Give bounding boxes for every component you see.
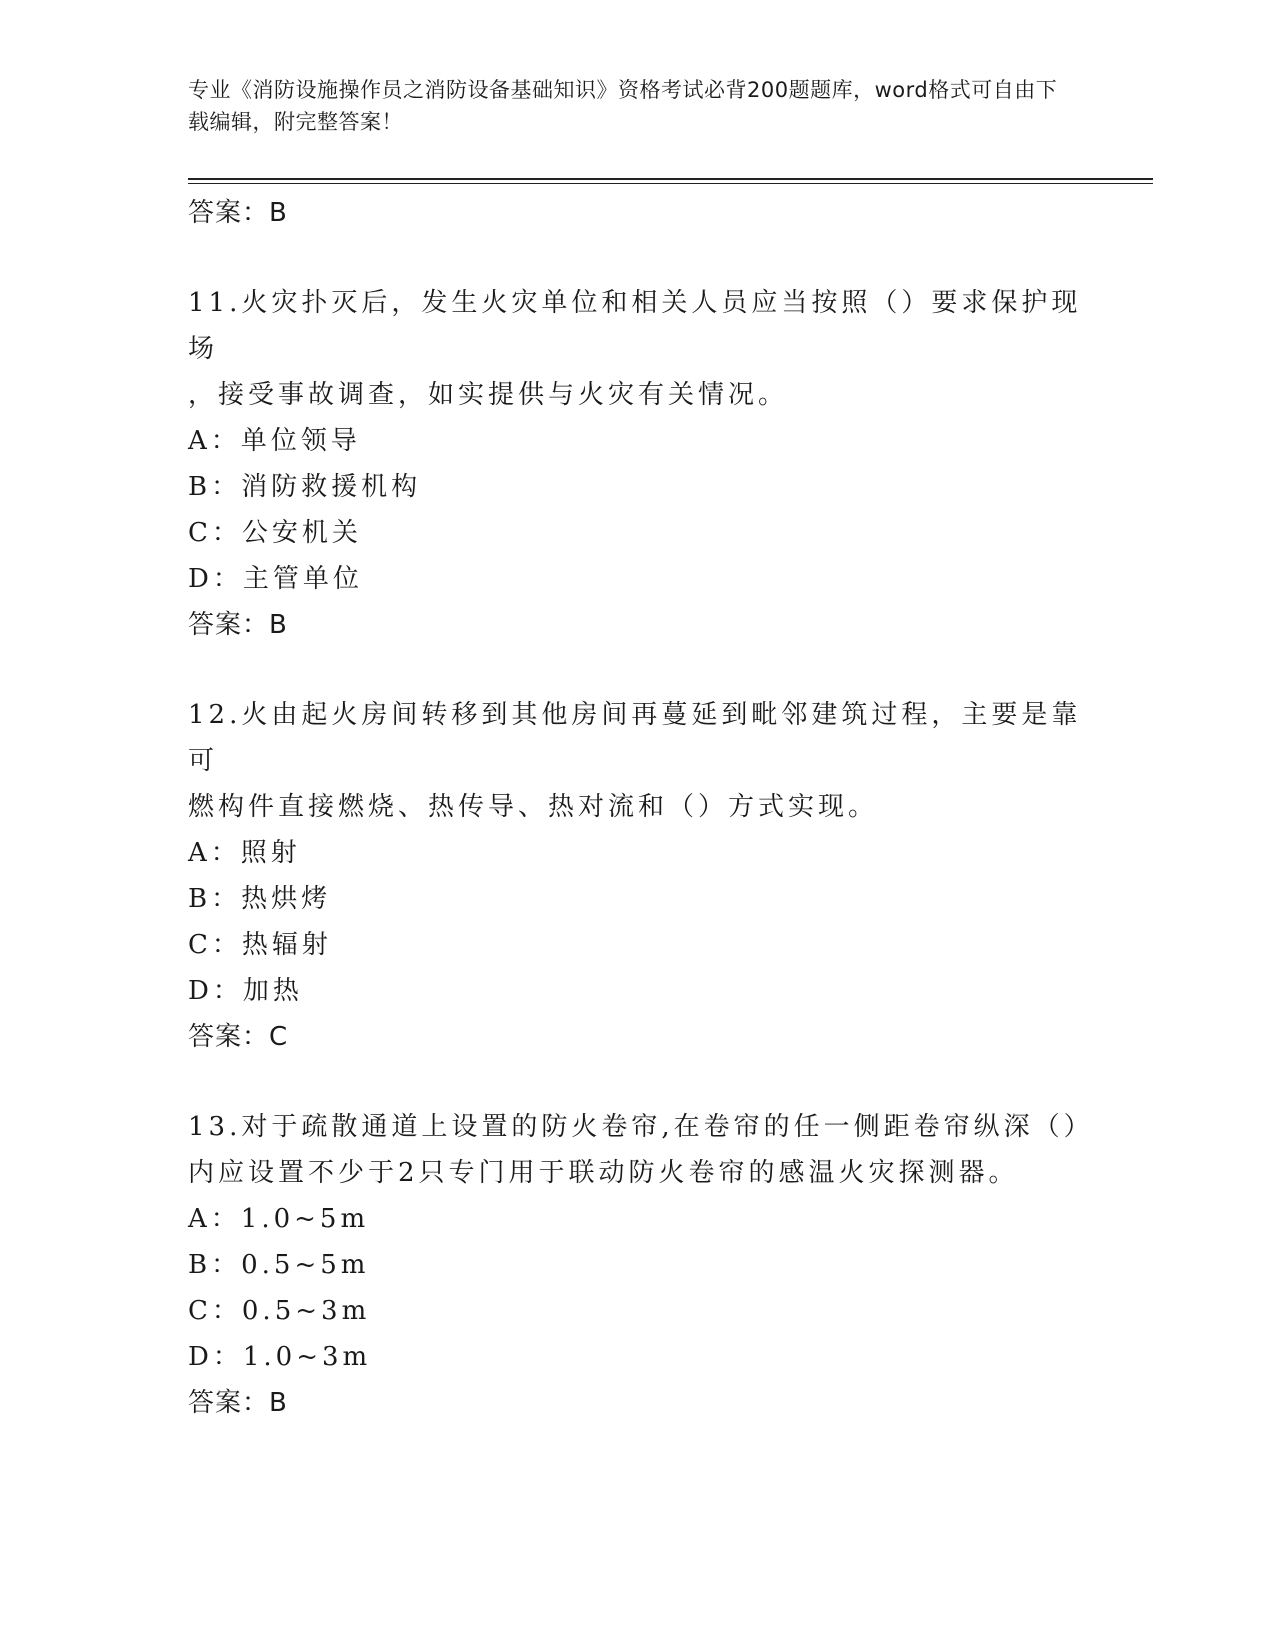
option-a: A：照射 [188, 838, 301, 868]
option-b: B：热烘烤 [188, 884, 332, 914]
question-block [188, 280, 1088, 648]
question-stem-line: 11.火灾扑灭后，发生火灾单位和相关人员应当按照（）要求保护现场 [188, 288, 1082, 364]
option-a: A：1.0~5m [188, 1204, 370, 1234]
option-a: A：单位领导 [188, 426, 361, 456]
option-b: B：消防救援机构 [188, 472, 422, 502]
question-stem [188, 692, 1088, 830]
option-d: D：主管单位 [188, 564, 363, 594]
option-b: B：0.5~5m [188, 1250, 370, 1280]
option-d: D：加热 [188, 976, 303, 1006]
answer-line: 答案：B [188, 610, 288, 640]
question-stem-line: 燃构件直接燃烧、热传导、热对流和（）方式实现。 [188, 792, 879, 822]
answer-line: 答案：B [188, 1388, 288, 1418]
question-block [188, 1104, 1094, 1426]
option-c: C：热辐射 [188, 930, 332, 960]
header-divider-thick [188, 178, 1153, 180]
question-stem-line: 内应设置不少于2只专门用于联动防火卷帘的感温火灾探测器。 [188, 1158, 1019, 1188]
question-list [188, 190, 1094, 1426]
option-c: C：0.5~3m [188, 1296, 371, 1326]
question-stem [188, 280, 1088, 418]
option-d: D：1.0~3m [188, 1342, 372, 1372]
header-divider-thin [188, 183, 1153, 184]
option-c: C：公安机关 [188, 518, 362, 548]
previous-answer: 答案：B [188, 198, 288, 228]
header-text: 专业《消防设施操作员之消防设备基础知识》资格考试必背200题题库，word格式可自由下载编辑，附完整答案！ [188, 78, 1058, 134]
document-header [188, 74, 1078, 138]
question-stem-line: 12.火由起火房间转移到其他房间再蔓延到毗邻建筑过程，主要是靠可 [188, 700, 1082, 776]
question-stem-line: ，接受事故调查，如实提供与火灾有关情况。 [188, 380, 789, 410]
question-stem-line: 13.对于疏散通道上设置的防火卷帘,在卷帘的任一侧距卷帘纵深（） [188, 1112, 1094, 1142]
answer-line: 答案：C [188, 1022, 289, 1052]
question-block [188, 692, 1088, 1060]
question-stem [188, 1104, 1094, 1196]
